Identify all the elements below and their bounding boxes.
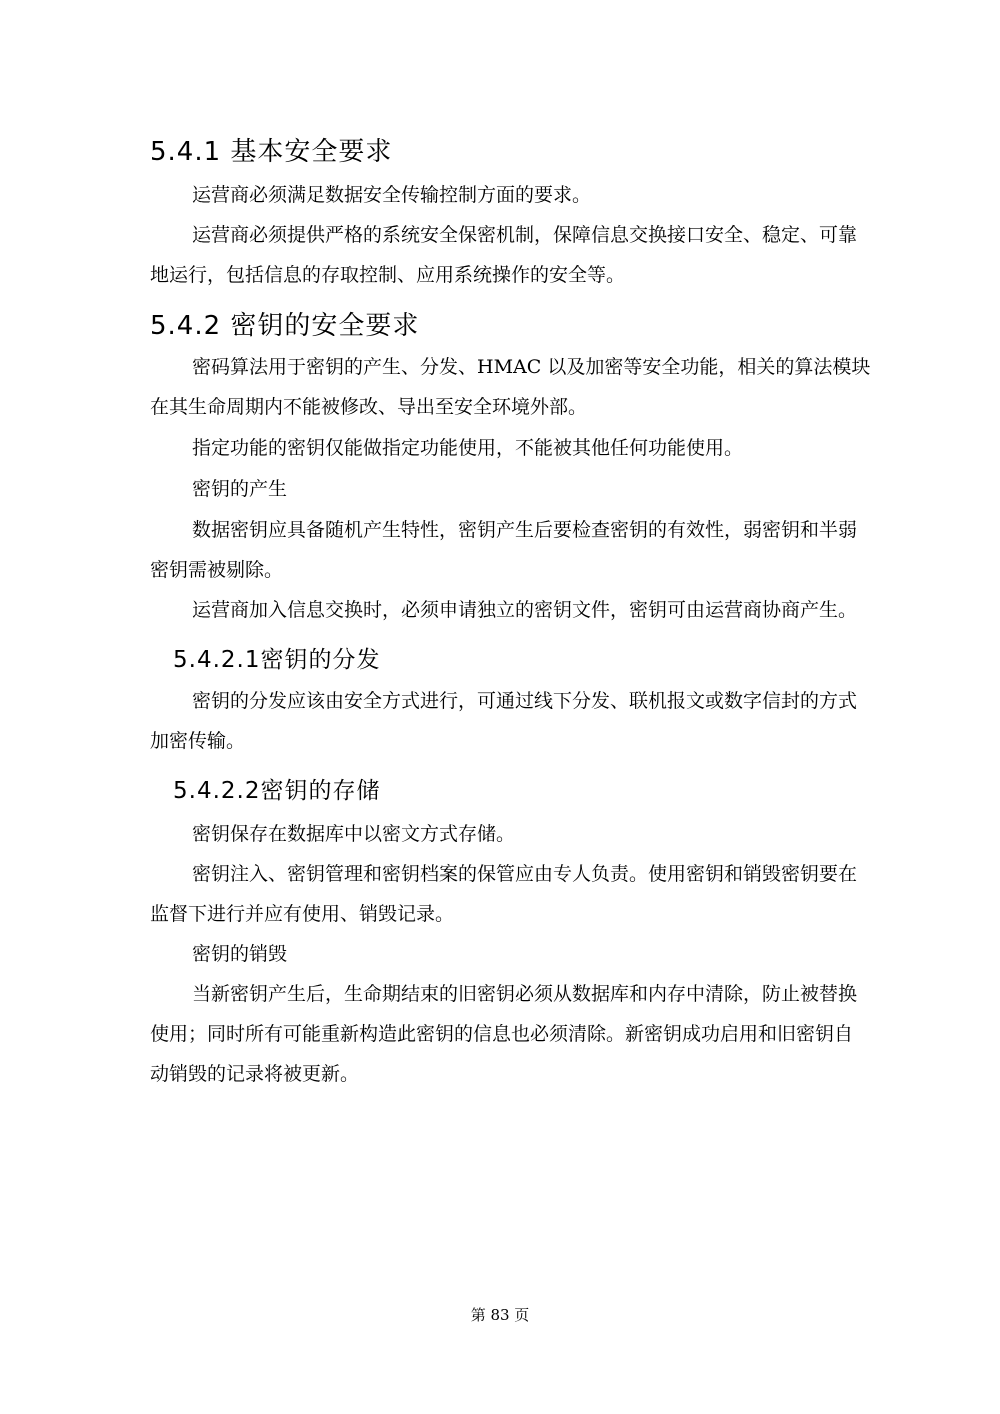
paragraph-crypto-algorithm-line1: 密码算法用于密钥的产生、分发、HMAC 以及加密等安全功能，相关的算法模块 [192, 356, 871, 378]
paragraph-key-management-line1: 密钥注入、密钥管理和密钥档案的保管应由专人负责。使用密钥和销毁密钥要在 [192, 863, 858, 885]
heading-5-4-2-1: 5.4.2.1密钥的分发 [173, 647, 381, 673]
paragraph-key-generation-line1: 数据密钥应具备随机产生特性，密钥产生后要检查密钥的有效性，弱密钥和半弱 [192, 519, 858, 541]
paragraph-key-destruction-label: 密钥的销毁 [192, 943, 288, 965]
paragraph-key-generation-line2: 密钥需被剔除。 [150, 559, 284, 581]
page-number: 第 83 页 [470, 1306, 530, 1324]
paragraph-key-storage: 密钥保存在数据库中以密文方式存储。 [192, 823, 516, 845]
paragraph-operator-key-file: 运营商加入信息交换时，必须申请独立的密钥文件，密钥可由运营商协商产生。 [192, 599, 858, 621]
paragraph-key-destruction-line1: 当新密钥产生后，生命期结束的旧密钥必须从数据库和内存中清除，防止被替换 [192, 983, 858, 1005]
heading-5-4-2: 5.4.2 密钥的安全要求 [150, 311, 420, 341]
paragraph-security-mechanism-line1: 运营商必须提供严格的系统安全保密机制，保障信息交换接口安全、稳定、可靠 [192, 224, 858, 246]
paragraph-key-distribution-line2: 加密传输。 [150, 730, 246, 752]
paragraph-key-generation-label: 密钥的产生 [192, 478, 288, 500]
paragraph-security-mechanism-line2: 地运行，包括信息的存取控制、应用系统操作的安全等。 [150, 264, 626, 286]
paragraph-key-destruction-line3: 动销毁的记录将被更新。 [150, 1063, 360, 1085]
paragraph-key-distribution-line1: 密钥的分发应该由安全方式进行，可通过线下分发、联机报文或数字信封的方式 [192, 690, 858, 712]
paragraph-key-management-line2: 监督下进行并应有使用、销毁记录。 [150, 903, 455, 925]
paragraph-crypto-algorithm-line2: 在其生命周期内不能被修改、导出至安全环境外部。 [150, 396, 588, 418]
heading-5-4-2-2: 5.4.2.2密钥的存储 [173, 778, 381, 804]
paragraph-key-destruction-line2: 使用；同时所有可能重新构造此密钥的信息也必须清除。新密钥成功启用和旧密钥自 [150, 1023, 854, 1045]
heading-5-4-1: 5.4.1 基本安全要求 [150, 137, 393, 167]
paragraph-designated-key-use: 指定功能的密钥仅能做指定功能使用，不能被其他任何功能使用。 [192, 437, 744, 459]
paragraph-data-transfer-requirement: 运营商必须满足数据安全传输控制方面的要求。 [192, 184, 592, 206]
